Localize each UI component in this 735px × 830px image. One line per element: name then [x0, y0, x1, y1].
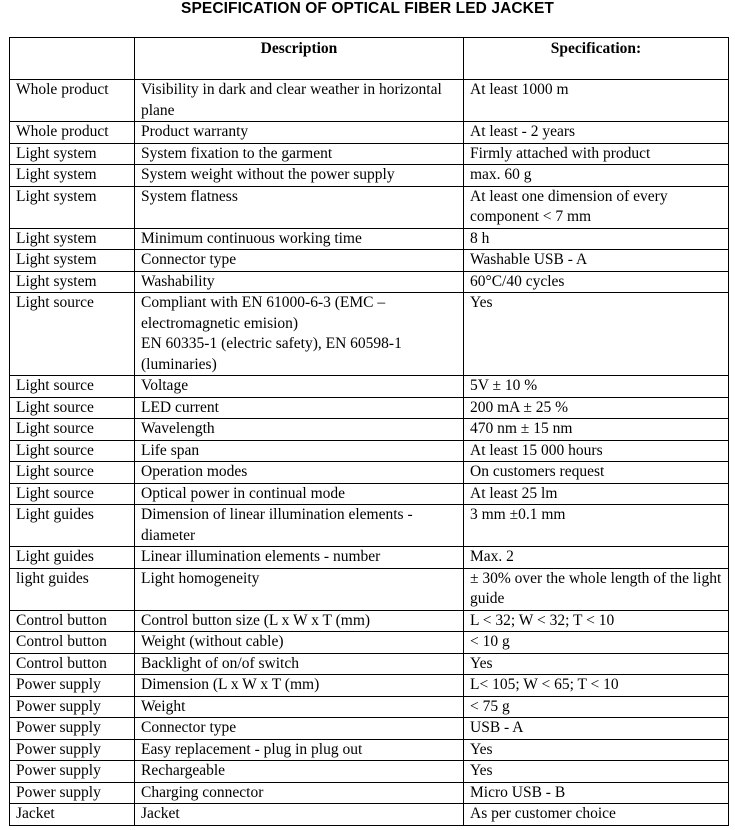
specification-line: ± 30% over the whole length of the light guide [470, 569, 722, 607]
specification-line: USB - A [470, 719, 524, 736]
category-cell: Control button [10, 653, 135, 675]
table-row [10, 271, 729, 293]
specification-cell [464, 739, 729, 761]
category-cell: Light system [10, 228, 135, 250]
table-row [10, 228, 729, 250]
specification-cell [464, 419, 729, 441]
description-line: Light homogeneity [141, 569, 260, 587]
description-line: Compliant with EN 61000-6-3 (EMC – electromagnetic emision) [141, 294, 386, 332]
specification-line: On customers request [470, 463, 605, 480]
specification-line: At least one dimension of every component < 7 mm [470, 187, 668, 225]
table-row [10, 610, 729, 632]
description-cell [135, 632, 464, 654]
table-row [10, 782, 729, 804]
description-line: Backlight of on/of switch [141, 654, 299, 672]
category-cell: Power supply [10, 739, 135, 761]
description-cell [135, 250, 464, 272]
description-line: Control button size (L x W x T (mm) [141, 611, 371, 629]
table-row [10, 186, 729, 228]
description-line: Connector type [141, 719, 237, 736]
description-cell [135, 271, 464, 293]
description-cell [135, 675, 464, 697]
specification-cell [464, 250, 729, 272]
description-cell [135, 165, 464, 187]
description-cell [135, 143, 464, 165]
specification-line: At least 1000 m [470, 81, 569, 98]
specification-cell [464, 632, 729, 654]
table-row [10, 293, 729, 376]
description-cell [135, 653, 464, 675]
description-line: Jacket [141, 805, 180, 822]
table-row [10, 376, 729, 398]
description-line: Product warranty [141, 123, 249, 140]
description-cell [135, 696, 464, 718]
specification-line: L< 105; W < 65; T < 10 [470, 676, 619, 693]
description-line: Dimension of linear illumination elements - diameter [141, 506, 413, 544]
specification-cell [464, 782, 729, 804]
description-line: LED current [141, 398, 219, 416]
description-line: Weight (without cable) [141, 633, 284, 650]
table-row [10, 632, 729, 654]
specification-line: 470 nm ± 15 nm [470, 420, 573, 437]
table-row [10, 761, 729, 783]
specification-line: Washable USB - A [470, 251, 588, 268]
specification-cell [464, 228, 729, 250]
specification-cell [464, 186, 729, 228]
specification-cell [464, 505, 729, 547]
description-cell [135, 547, 464, 569]
specification-line: max. 60 g [470, 166, 532, 183]
specification-cell [464, 271, 729, 293]
description-line: System weight without the power supply [141, 166, 395, 183]
description-line: System flatness [141, 187, 238, 205]
table-row [10, 122, 729, 144]
description-cell [135, 739, 464, 761]
table-row [10, 397, 729, 419]
document-title: SPECIFICATION OF OPTICAL FIBER LED JACKET [181, 0, 554, 17]
specification-line: Yes [470, 654, 493, 672]
table-row [10, 143, 729, 165]
description-line: Wavelength [141, 420, 215, 437]
specification-line: As per customer choice [470, 805, 616, 822]
description-cell [135, 397, 464, 419]
specification-cell [464, 761, 729, 783]
specification-line: Yes [470, 740, 493, 758]
category-cell: Light system [10, 186, 135, 228]
category-cell: light guides [10, 568, 135, 610]
specification-cell [464, 397, 729, 419]
specification-line: 200 mA ± 25 % [470, 398, 569, 416]
description-line: Weight [141, 697, 186, 715]
description-cell [135, 186, 464, 228]
table-row [10, 804, 729, 826]
category-cell: Control button [10, 610, 135, 632]
specification-cell [464, 804, 729, 826]
description-cell [135, 568, 464, 610]
category-cell: Light source [10, 419, 135, 441]
specification-cell [464, 122, 729, 144]
table-row [10, 80, 729, 122]
specification-line: At least 25 lm [470, 484, 558, 502]
description-cell [135, 293, 464, 376]
specification-cell [464, 165, 729, 187]
category-cell: Light source [10, 440, 135, 462]
description-cell [135, 462, 464, 484]
specification-line: 8 h [470, 229, 490, 247]
specification-cell [464, 718, 729, 740]
specification-line: 60°C/40 cycles [470, 272, 565, 290]
specification-cell [464, 568, 729, 610]
description-cell [135, 505, 464, 547]
specification-line: L < 32; W < 32; T < 10 [470, 611, 615, 629]
specification-cell [464, 376, 729, 398]
specification-line: Firmly attached with product [470, 144, 651, 162]
description-cell [135, 376, 464, 398]
specification-cell [464, 143, 729, 165]
category-cell: Light system [10, 143, 135, 165]
description-line: System fixation to the garment [141, 144, 333, 162]
specification-cell [464, 462, 729, 484]
category-cell: Light source [10, 376, 135, 398]
description-line: Optical power in continual mode [141, 484, 346, 502]
description-cell [135, 483, 464, 505]
category-cell: Light system [10, 271, 135, 293]
category-cell: Jacket [10, 804, 135, 826]
specification-line: At least - 2 years [470, 123, 576, 140]
description-line: Connector type [141, 251, 237, 268]
description-line: Washability [141, 272, 215, 290]
table-row [10, 165, 729, 187]
description-cell [135, 804, 464, 826]
specification-cell [464, 80, 729, 122]
description-line: Charging connector [141, 783, 264, 801]
specification-line: Max. 2 [470, 548, 514, 565]
header-description: Description [135, 38, 464, 80]
table-row [10, 718, 729, 740]
specification-cell [464, 483, 729, 505]
specification-cell [464, 547, 729, 569]
description-cell [135, 782, 464, 804]
table-row [10, 675, 729, 697]
specification-line: < 10 g [470, 633, 510, 650]
specification-cell [464, 696, 729, 718]
category-cell: Light guides [10, 547, 135, 569]
description-line: Minimum continuous working time [141, 229, 362, 247]
category-cell: Power supply [10, 782, 135, 804]
specification-cell [464, 610, 729, 632]
description-cell [135, 228, 464, 250]
description-line: Visibility in dark and clear weather in horizontal plane [141, 81, 442, 119]
description-cell [135, 610, 464, 632]
category-cell: Control button [10, 632, 135, 654]
specification-line: 5V ± 10 % [470, 377, 538, 394]
table-header-row [10, 38, 729, 80]
category-cell: Power supply [10, 696, 135, 718]
category-cell: Light source [10, 462, 135, 484]
table-row [10, 653, 729, 675]
table-row [10, 419, 729, 441]
header-category [10, 38, 135, 80]
specification-line: Micro USB - B [470, 783, 566, 801]
category-cell: Light source [10, 293, 135, 376]
category-cell: Whole product [10, 122, 135, 144]
category-cell: Whole product [10, 80, 135, 122]
table-row [10, 739, 729, 761]
description-line: Rechargeable [141, 762, 226, 779]
category-cell: Power supply [10, 761, 135, 783]
description-line: Dimension (L x W x T (mm) [141, 676, 320, 693]
category-cell: Light system [10, 250, 135, 272]
specification-line: Yes [470, 762, 493, 779]
table-row [10, 440, 729, 462]
table-row [10, 547, 729, 569]
description-line: EN 60335-1 (electric safety), EN 60598-1 (luminaries) [141, 335, 402, 373]
table-body [10, 80, 729, 826]
description-cell [135, 440, 464, 462]
specification-cell [464, 653, 729, 675]
description-line: Operation modes [141, 463, 248, 480]
table-row [10, 250, 729, 272]
table-row [10, 696, 729, 718]
table-row [10, 568, 729, 610]
table-row [10, 505, 729, 547]
description-cell [135, 419, 464, 441]
category-cell: Power supply [10, 718, 135, 740]
category-cell: Light source [10, 397, 135, 419]
category-cell: Light system [10, 165, 135, 187]
specification-table [9, 37, 729, 826]
specification-line: < 75 g [470, 697, 510, 715]
specification-line: Yes [470, 294, 493, 311]
specification-cell [464, 293, 729, 376]
category-cell: Power supply [10, 675, 135, 697]
description-cell [135, 80, 464, 122]
specification-cell [464, 675, 729, 697]
description-line: Voltage [141, 377, 189, 394]
description-line: Life span [141, 441, 200, 459]
description-line: Linear illumination elements - number [141, 548, 381, 565]
specification-line: At least 15 000 hours [470, 441, 603, 459]
table-row [10, 483, 729, 505]
category-cell: Light guides [10, 505, 135, 547]
table-row [10, 462, 729, 484]
specification-line: 3 mm ±0.1 mm [470, 506, 566, 523]
header-specification: Specification: [464, 38, 729, 80]
specification-cell [464, 440, 729, 462]
category-cell: Light source [10, 483, 135, 505]
description-cell [135, 122, 464, 144]
description-cell [135, 718, 464, 740]
description-line: Easy replacement - plug in plug out [141, 740, 363, 758]
description-cell [135, 761, 464, 783]
